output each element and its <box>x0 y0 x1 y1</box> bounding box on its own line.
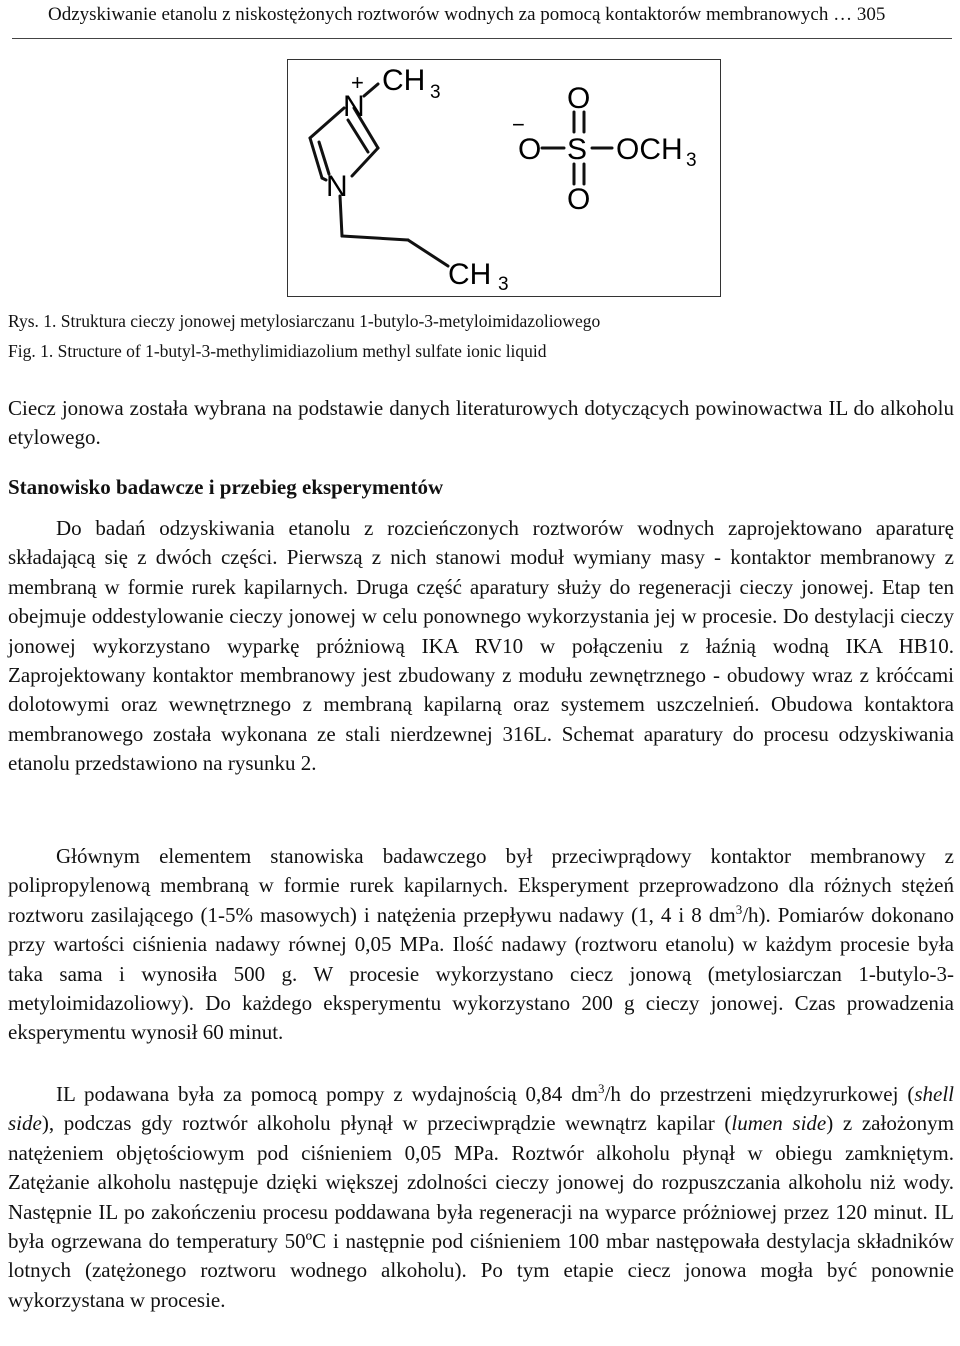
intro-paragraph: Ciecz jonowa została wybrana na podstawie danych literaturowych dotyczących powinowactwa IL do alkoholu etylowego. <box>8 396 954 450</box>
atom-o-left: O <box>518 133 542 166</box>
paragraph-main-element <box>8 842 954 1048</box>
ch3-bottom-subscript: 3 <box>498 274 509 295</box>
p2-text-b: /h). Pomiarów dokonano przy wartości ciśnienia nadawy równej 0,05 MPa. Ilość nadawy (roztworu etanolu) w każdym procesie była taka sama i wynosiła 500 g. W procesie wykorzystano ciecz jonową (metylosiarczan 1-butylo-3-metyloimidazoliowy). Do każdego eksperymentu wykorzystano 200 g cieczy jonowej. Czas prowadzenia eksperymentu wynosił 60 minut. <box>8 902 955 1045</box>
paragraph-il-feed <box>8 1080 954 1315</box>
atom-n-bottom: N <box>326 170 348 203</box>
atom-o-bottom: O <box>567 183 591 216</box>
atom-n-plus: N <box>343 90 365 123</box>
group-ch3-bottom: CH <box>448 258 492 291</box>
paragraph-apparatus: Do badań odzyskiwania etanolu z rozcieńczonych roztworów wodnych zaprojektowano aparaturę składającą się z dwóch części. Pierwszą z nich stanowi moduł wymiany masy - kontaktor membranowy z membraną w formie rurek kapilarnych. Druga część aparatury służy do regeneracji cieczy jonowej. Etap ten obejmuje oddestylowanie cieczy jonowej w celu ponownego wykorzystania jej w procesie. Do destylacji cieczy jonowej wykorzystano wyparkę próżniową IKA RV10 w połączeniu z łaźnią wodną IKA HB10. Zaprojektowany kontaktor membranowy jest zbudowany z modułu zewnętrznego - obudowy wraz z króćcami dolotowymi oraz wewnętrznego z membraną kapilarną oraz systemem uszczelnień. Obudowa kontaktora membranowego została wykonana ze stali nierdzewnej 316L. Schemat aparatury do procesu odzyskiwania etanolu przedstawiono na rysunku 2. <box>8 516 954 776</box>
p2-superscript: 3 <box>735 901 743 917</box>
figure-caption-en: Fig. 1. Structure of 1-butyl-3-methylimidiazolium methyl sulfate ionic liquid <box>8 341 547 361</box>
bond-n-methyl <box>364 84 378 96</box>
p3-text-d: ) z założonym natężeniem objętościowym pod ciśnieniem 0,05 MPa. Roztwór alkoholu płynął w obiegu zamkniętym. Zatężanie alkoholu następuje dzięki większej zdolności cieczy jonowej do rozpuszczania alkoholu niż wody. Następnie IL po zakończeniu procesu poddawana była regeneracji na wyparce próżniowej przez 120 minut. IL była ogrzewana do temperatury 50ºC i następnie pod ciśnieniem 100 mbar następowała destylacja składników lotnych (zatężonego roztworu wodnego alkoholu). Po tym etapie ciecz jonowa mogła być ponownie wykorzystana w procesie. <box>8 1111 954 1312</box>
p2-text-a: Głównym elementem stanowiska badawczego był przeciwprądowy kontaktor membranowy z polipropylenową membraną w formie rurek kapilarnych. Eksperyment przeprowadzono dla różnych stężeń roztworu zasilającego (1-5% masowych) i natężenia przepływu nadawy (1, 4 i 8 dm <box>8 844 954 927</box>
butyl-bond-2 <box>342 236 408 240</box>
figure-caption-pl: Rys. 1. Struktura cieczy jonowej metylosiarczanu 1-butylo-3-metyloimidazoliowego <box>8 311 601 331</box>
p3-text-a: IL podawana była za pomocą pompy z wydajnością 0,84 dm <box>56 1082 599 1106</box>
header-line <box>48 3 885 27</box>
p3-text-c: ), podczas gdy roztwór alkoholu płynął w przeciwprądzie wewnątrz kapilar ( <box>41 1111 732 1136</box>
butyl-bond-3 <box>408 240 448 266</box>
group-och3: OCH <box>616 133 683 166</box>
ring-bond-c5-n3 <box>352 148 378 176</box>
p3-text-b: /h do przestrzeni międzyrurkowej ( <box>604 1082 915 1106</box>
plus-charge: + <box>351 70 364 95</box>
atom-o-top: O <box>567 82 591 115</box>
och3-subscript: 3 <box>686 150 697 171</box>
minus-charge: − <box>512 112 525 137</box>
ring-bond-n1-c2 <box>310 108 344 138</box>
ch3-top-subscript: 3 <box>430 82 441 103</box>
group-ch3-top: CH <box>382 64 426 97</box>
p3-term-lumen-side: lumen side <box>731 1111 827 1136</box>
running-header <box>12 0 952 39</box>
atom-s: S <box>567 133 588 166</box>
chemical-structure-drawing <box>288 60 722 298</box>
p3-term-shell-side: shell side <box>8 1082 955 1136</box>
running-title: Odzyskiwanie etanolu z niskostężonych roztworów wodnych za pomocą kontaktorów membranowych … <box>48 4 853 25</box>
p3-superscript: 3 <box>598 1081 605 1096</box>
page-number: 305 <box>856 4 886 25</box>
figure-structure <box>287 59 721 297</box>
section-heading: Stanowisko badawcze i przebieg eksperymentów <box>8 475 444 499</box>
